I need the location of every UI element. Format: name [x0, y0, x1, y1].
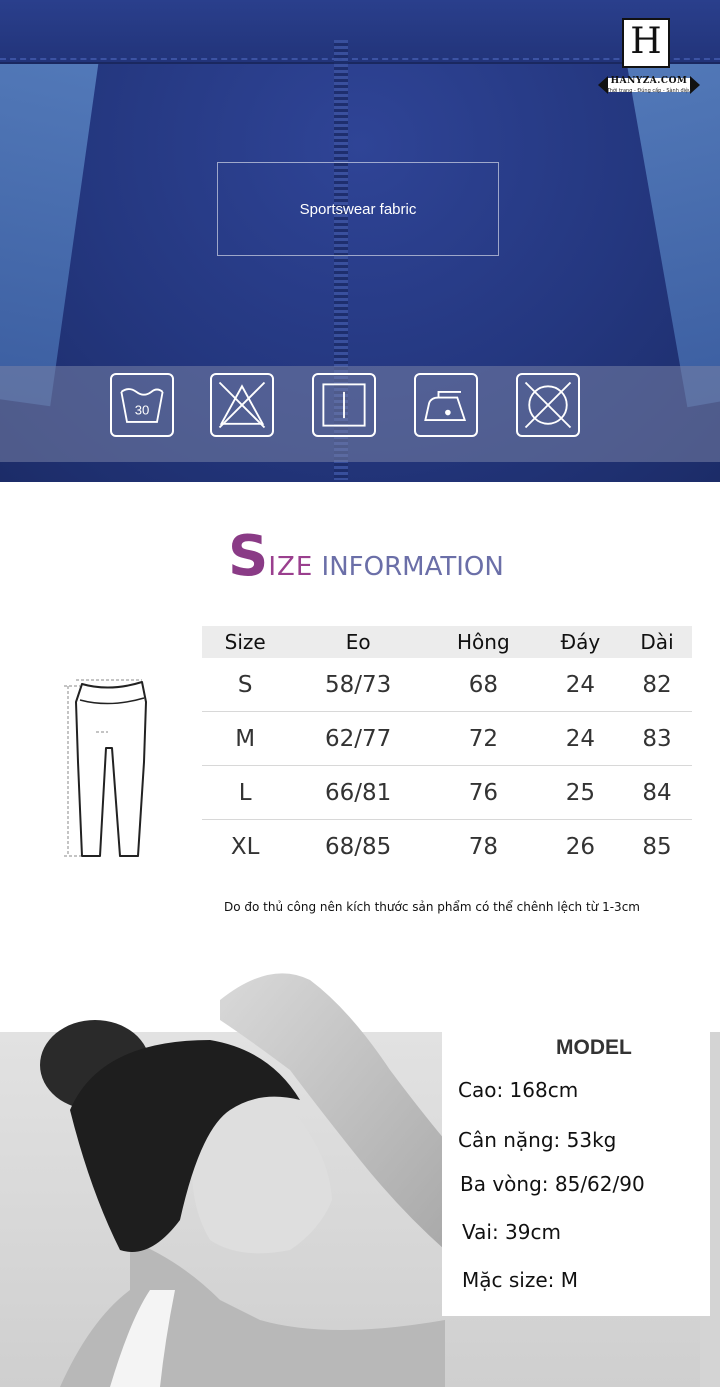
table-row	[202, 820, 692, 874]
table-cell: 62/77	[288, 712, 428, 766]
logo-letter: H	[622, 18, 670, 68]
table-cell: 72	[428, 712, 539, 766]
model-info-card	[442, 1030, 710, 1316]
size-title-word1: IZE	[268, 552, 314, 582]
model-weight: Cân nặng: 53kg	[458, 1128, 617, 1152]
column-header-hip: Hông	[428, 626, 539, 658]
table-cell: XL	[230, 833, 260, 860]
table-cell: 84	[622, 766, 692, 820]
column-header-waist: Eo	[288, 626, 428, 658]
table-row	[202, 658, 692, 712]
table-cell: 78	[468, 833, 498, 860]
size-section-title	[228, 524, 504, 589]
wash-30-icon	[110, 373, 174, 437]
table-cell: 26	[565, 833, 596, 860]
table-cell: 83	[622, 712, 692, 766]
no-tumble-dry-icon	[516, 373, 580, 437]
size-table	[202, 626, 692, 873]
logo-name: HANYZA.COM	[610, 76, 688, 86]
table-cell: L	[202, 766, 288, 820]
column-header-rise: Đáy	[539, 626, 622, 658]
fabric-label: Sportswear fabric	[299, 200, 417, 218]
table-cell: 68/85	[325, 833, 392, 860]
table-cell: S	[202, 658, 288, 712]
size-table-header	[202, 626, 692, 658]
table-cell: 24	[539, 658, 622, 712]
fabric-label-box	[217, 162, 499, 256]
table-row	[202, 712, 692, 766]
size-title-initial: S	[228, 524, 269, 589]
table-row	[202, 766, 692, 820]
table-cell: 24	[539, 712, 622, 766]
line-dry-icon	[312, 373, 376, 437]
table-cell: 25	[539, 766, 622, 820]
wash-temperature: 30	[134, 402, 150, 418]
care-icons-strip	[0, 366, 720, 462]
table-cell: 85	[642, 833, 672, 860]
size-title-word2: INFORMATION	[313, 552, 504, 582]
no-bleach-icon	[210, 373, 274, 437]
column-header-size: Size	[202, 626, 288, 658]
model-height: Cao: 168cm	[458, 1078, 579, 1102]
model-size: Mặc size: M	[462, 1268, 578, 1292]
column-header-length: Dài	[622, 626, 692, 658]
table-cell: 76	[428, 766, 539, 820]
legging-diagram-icon	[62, 672, 154, 864]
table-cell: M	[202, 712, 288, 766]
table-cell: 58/73	[288, 658, 428, 712]
iron-low-icon	[414, 373, 478, 437]
table-cell: 68	[428, 658, 539, 712]
model-measurements: Ba vòng: 85/62/90	[460, 1172, 645, 1196]
table-cell: 66/81	[288, 766, 428, 820]
table-cell: 82	[622, 658, 692, 712]
brand-logo	[598, 16, 700, 100]
measurement-note: Do đo thủ công nên kích thước sản phẩm có thể chênh lệch từ 1-3cm	[224, 900, 640, 914]
model-title: MODEL	[556, 1036, 632, 1059]
logo-tagline: Thời trang - Đúng cấp - Sành điệu	[606, 88, 692, 94]
model-shoulder: Vai: 39cm	[462, 1220, 561, 1244]
